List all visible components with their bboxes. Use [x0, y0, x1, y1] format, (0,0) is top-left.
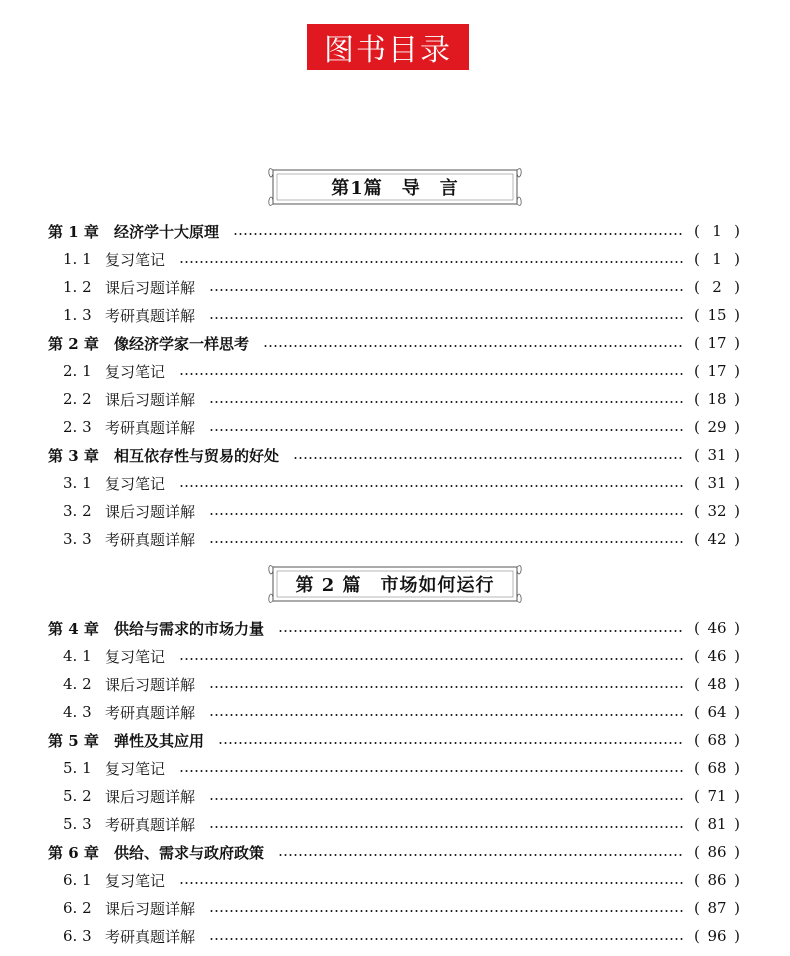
toc-subsection-row[interactable] [63, 525, 740, 553]
toc-entry-label: 考研真题详解 [105, 418, 196, 437]
toc-entry-label: 复习笔记 [105, 759, 166, 778]
toc-page-number: 48 [707, 675, 727, 693]
toc-entry-label: 经济学十大原理 [114, 222, 220, 241]
toc-entry-page: ( 31 ) [694, 474, 740, 492]
toc-page-number: 96 [707, 927, 727, 945]
toc-subsection-row[interactable] [63, 357, 740, 385]
toc-entry-number: 4. 3 [63, 703, 92, 721]
toc-subsection-row[interactable] [63, 922, 740, 950]
toc-chapter-row[interactable] [48, 614, 740, 642]
toc-entry-number: 1. 2 [63, 278, 92, 296]
toc-entry-number: 3. 1 [63, 474, 92, 492]
toc-entry-number: 第 3 章 [48, 446, 99, 465]
toc-entry-number: 第 1 章 [48, 222, 99, 241]
toc-leader-dots [209, 686, 684, 688]
toc-entry-number: 6. 2 [63, 899, 92, 917]
part-2-title: 第 2 篇 市场如何运行 [295, 575, 495, 596]
toc-leader-dots [233, 233, 684, 235]
toc-subsection-row[interactable] [63, 754, 740, 782]
toc-entry-number: 4. 1 [63, 647, 92, 665]
page-title: 图书目录 [324, 33, 452, 68]
toc-entry-page: ( 46 ) [694, 619, 740, 637]
toc-leader-dots [209, 938, 684, 940]
toc-entry-label: 课后习题详解 [105, 390, 196, 409]
toc-page-number: 86 [707, 843, 727, 861]
toc-entry-number: 2. 3 [63, 418, 92, 436]
toc-entry-page: ( 64 ) [694, 703, 740, 721]
toc-subsection-row[interactable] [63, 782, 740, 810]
toc-page-number: 71 [707, 787, 727, 805]
toc-entry-page: ( 86 ) [694, 843, 740, 861]
part-1-title: 第1篇 导 言 [331, 178, 459, 199]
toc-entry-page: ( 18 ) [694, 390, 740, 408]
toc-entry-number: 2. 1 [63, 362, 92, 380]
toc-page-number: 17 [707, 362, 727, 380]
toc-entry-page: ( 87 ) [694, 899, 740, 917]
toc-subsection-row[interactable] [63, 273, 740, 301]
toc-page-number: 18 [707, 390, 727, 408]
toc-entry-label: 复习笔记 [105, 647, 166, 666]
toc-page-number: 81 [707, 815, 727, 833]
toc-page-number: 87 [707, 899, 727, 917]
toc-entry-label: 复习笔记 [105, 250, 166, 269]
toc-leader-dots [179, 485, 684, 487]
toc-leader-dots [209, 541, 684, 543]
toc-entry-label: 考研真题详解 [105, 530, 196, 549]
toc-entry-label: 复习笔记 [105, 362, 166, 381]
toc-page-number: 64 [707, 703, 727, 721]
toc-page-number: 42 [707, 530, 727, 548]
toc-subsection-row[interactable] [63, 469, 740, 497]
part-2-heading [267, 562, 523, 606]
toc-subsection-row[interactable] [63, 385, 740, 413]
toc-entry-page: ( 15 ) [694, 306, 740, 324]
toc-leader-dots [209, 429, 684, 431]
toc-leader-dots [179, 658, 684, 660]
toc-page-number: 17 [707, 334, 727, 352]
toc-chapter-row[interactable] [48, 329, 740, 357]
toc-entry-page: ( 68 ) [694, 731, 740, 749]
toc-entry-number: 3. 2 [63, 502, 92, 520]
toc-page-number: 2 [712, 278, 722, 296]
toc-subsection-row[interactable] [63, 866, 740, 894]
toc-entry-page: ( 42 ) [694, 530, 740, 548]
toc-subsection-row[interactable] [63, 245, 740, 273]
toc-entry-label: 考研真题详解 [105, 815, 196, 834]
toc-page-number: 32 [707, 502, 727, 520]
toc-page-number: 46 [707, 647, 727, 665]
toc-entry-number: 1. 1 [63, 250, 92, 268]
toc-leader-dots [179, 373, 684, 375]
toc-leader-dots [209, 289, 684, 291]
toc-leader-dots [263, 345, 684, 347]
toc-chapter-row[interactable] [48, 726, 740, 754]
toc-entry-number: 2. 2 [63, 390, 92, 408]
toc-entry-page: ( 71 ) [694, 787, 740, 805]
toc-entry-number: 6. 3 [63, 927, 92, 945]
toc-entry-label: 弹性及其应用 [114, 731, 205, 750]
toc-leader-dots [209, 513, 684, 515]
toc-leader-dots [179, 882, 684, 884]
toc-page-number: 31 [707, 474, 727, 492]
toc-subsection-row[interactable] [63, 497, 740, 525]
toc-entry-label: 相互依存性与贸易的好处 [114, 446, 280, 465]
toc-entry-page: ( 1 ) [694, 250, 740, 268]
toc-entry-number: 第 4 章 [48, 619, 99, 638]
toc-entry-label: 复习笔记 [105, 474, 166, 493]
toc-leader-dots [209, 401, 684, 403]
toc-entry-number: 4. 2 [63, 675, 92, 693]
toc-entry-label: 考研真题详解 [105, 927, 196, 946]
toc-entry-label: 课后习题详解 [105, 502, 196, 521]
toc-entry-page: ( 29 ) [694, 418, 740, 436]
toc-entry-page: ( 68 ) [694, 759, 740, 777]
toc-leader-dots [218, 742, 684, 744]
toc-page-number: 68 [707, 759, 727, 777]
toc-chapter-row[interactable] [48, 441, 740, 469]
toc-chapter-row[interactable] [48, 217, 740, 245]
toc-leader-dots [209, 317, 684, 319]
toc-entry-label: 供给、需求与政府政策 [114, 843, 265, 862]
toc-entry-label: 课后习题详解 [105, 278, 196, 297]
toc-entry-page: ( 17 ) [694, 334, 740, 352]
toc-entry-page: ( 86 ) [694, 871, 740, 889]
toc-entry-page: ( 46 ) [694, 647, 740, 665]
toc-entry-number: 5. 2 [63, 787, 92, 805]
toc-entry-label: 课后习题详解 [105, 787, 196, 806]
toc-entry-label: 复习笔记 [105, 871, 166, 890]
toc-entry-page: ( 32 ) [694, 502, 740, 520]
toc-leader-dots [278, 854, 684, 856]
toc-leader-dots [293, 457, 684, 459]
toc-page-number: 15 [707, 306, 727, 324]
toc-entry-label: 考研真题详解 [105, 703, 196, 722]
toc-page-number: 68 [707, 731, 727, 749]
toc-leader-dots [278, 630, 684, 632]
toc-entry-number: 5. 3 [63, 815, 92, 833]
toc-entry-page: ( 96 ) [694, 927, 740, 945]
toc-entry-number: 第 2 章 [48, 334, 99, 353]
toc-leader-dots [179, 770, 684, 772]
part-1-heading [267, 165, 523, 209]
toc-page-number: 31 [707, 446, 727, 464]
toc-entry-number: 3. 3 [63, 530, 92, 548]
toc-leader-dots [209, 910, 684, 912]
toc-leader-dots [209, 714, 684, 716]
toc-entry-number: 5. 1 [63, 759, 92, 777]
toc-entry-number: 6. 1 [63, 871, 92, 889]
toc-entry-page: ( 17 ) [694, 362, 740, 380]
toc-subsection-row[interactable] [63, 413, 740, 441]
toc-page-number: 86 [707, 871, 727, 889]
toc-page-number: 1 [712, 222, 722, 240]
toc-chapter-row[interactable] [48, 838, 740, 866]
toc-entry-label: 考研真题详解 [105, 306, 196, 325]
toc-entry-page: ( 81 ) [694, 815, 740, 833]
toc-entry-page: ( 31 ) [694, 446, 740, 464]
toc-entry-number: 第 6 章 [48, 843, 99, 862]
toc-page-number: 29 [707, 418, 727, 436]
toc-entry-page: ( 1 ) [694, 222, 740, 240]
toc-entry-label: 供给与需求的市场力量 [114, 619, 265, 638]
toc-entry-page: ( 2 ) [694, 278, 740, 296]
toc-entry-label: 课后习题详解 [105, 899, 196, 918]
toc-subsection-row[interactable] [63, 810, 740, 838]
toc-subsection-row[interactable] [63, 642, 740, 670]
toc-leader-dots [179, 261, 684, 263]
toc-entry-page: ( 48 ) [694, 675, 740, 693]
toc-leader-dots [209, 798, 684, 800]
toc-subsection-row[interactable] [63, 894, 740, 922]
toc-entry-number: 第 5 章 [48, 731, 99, 750]
toc-page-number: 1 [712, 250, 722, 268]
toc-subsection-row[interactable] [63, 301, 740, 329]
toc-entry-label: 像经济学家一样思考 [114, 334, 250, 353]
toc-subsection-row[interactable] [63, 670, 740, 698]
toc-page-number: 46 [707, 619, 727, 637]
toc-leader-dots [209, 826, 684, 828]
page-title-banner [307, 24, 469, 70]
toc-subsection-row[interactable] [63, 698, 740, 726]
toc-entry-label: 课后习题详解 [105, 675, 196, 694]
toc-entry-number: 1. 3 [63, 306, 92, 324]
